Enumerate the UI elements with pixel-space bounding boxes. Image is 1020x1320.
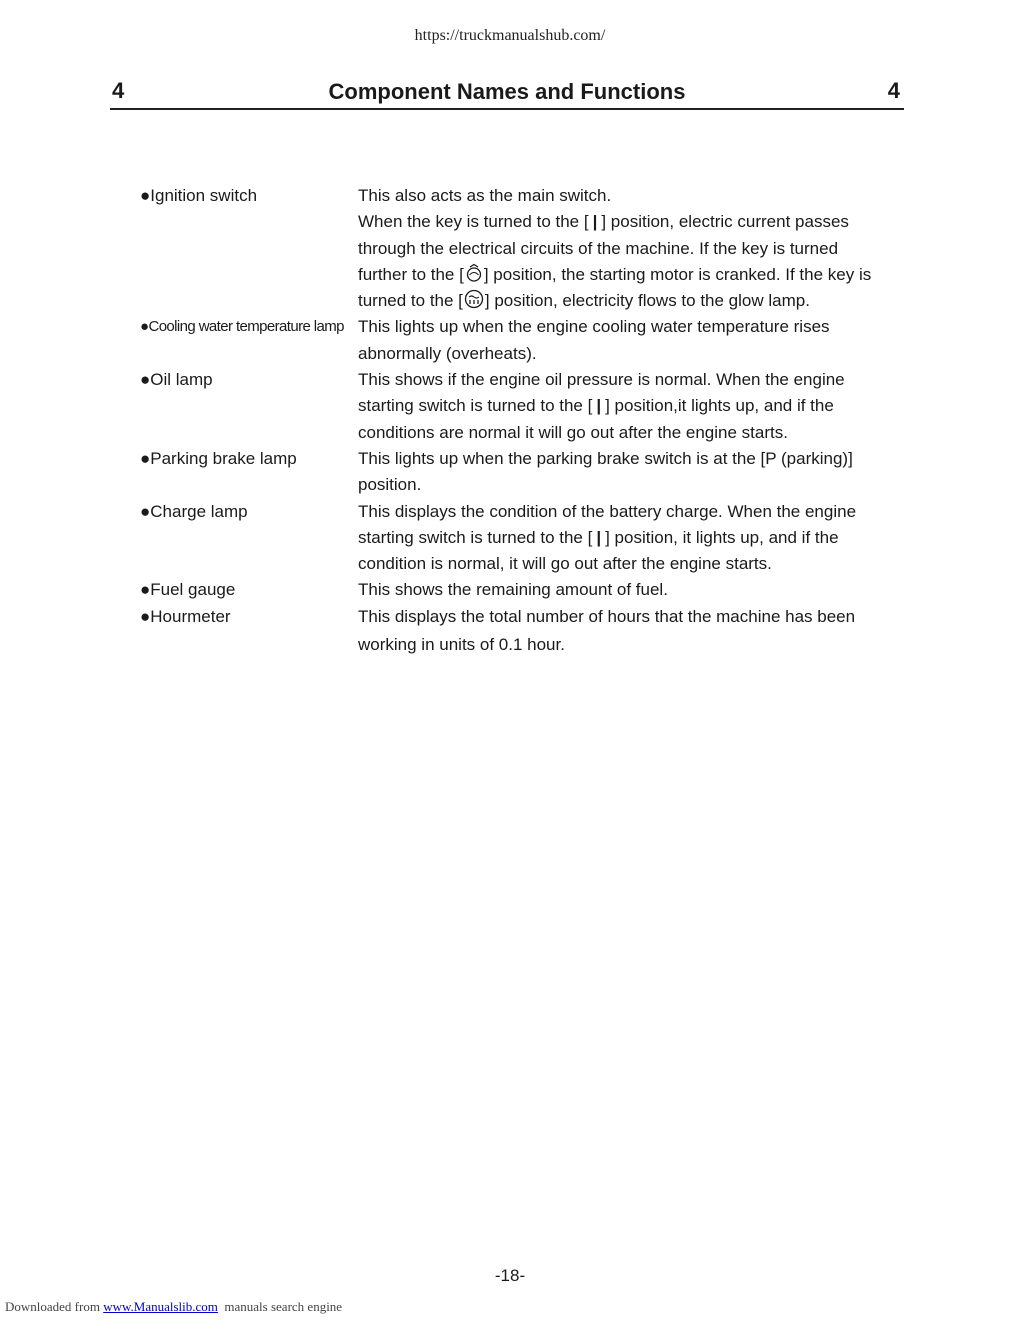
section-title: Component Names and Functions <box>328 79 686 104</box>
desc-paragraph <box>358 367 878 446</box>
desc-text: When the key is turned to the [ <box>358 212 589 232</box>
manualslib-link[interactable]: www.Manualslib.com <box>103 1299 218 1314</box>
page-number: -18- <box>494 1266 526 1285</box>
desc-text: ] position, it lights up, and if the condition is normal, it will go out after the engine starts. <box>358 527 839 574</box>
chapter-number-right: 4 <box>887 78 900 103</box>
source-url: https://truckmanualshub.com/ <box>414 27 606 44</box>
item-term: ●Hourmeter <box>140 606 231 626</box>
desc-text: This displays the condition of the battery charge. When the engine starting switch is turned to the [ <box>358 501 857 547</box>
list-item <box>140 446 880 499</box>
desc-text: ] position,it lights up, and if the conditions are normal it will go out after the engine starts. <box>358 396 834 442</box>
item-term: ●Fuel gauge <box>140 580 236 600</box>
item-term: ●Charge lamp <box>140 501 248 521</box>
desc-line: This displays the total number of hours that the machine has been <box>358 606 856 626</box>
desc-line: This also acts as the main switch. <box>358 186 612 205</box>
desc-text: ] position, the starting motor is cranked. If the key is turned to the [ <box>358 264 872 311</box>
list-item <box>140 314 880 367</box>
download-footer <box>5 1299 342 1315</box>
desc-paragraph: This lights up when the engine cooling water temperature rises abnormally (overheats). <box>358 317 830 363</box>
list-item <box>140 499 880 578</box>
start-symbol-icon <box>465 263 483 283</box>
item-term: ●Parking brake lamp <box>140 448 297 468</box>
item-description <box>358 367 878 446</box>
glow-plug-symbol-icon <box>464 289 484 309</box>
item-term: ●Oil lamp <box>140 370 213 390</box>
item-description <box>358 314 878 367</box>
chapter-number-left: 4 <box>112 78 125 103</box>
component-list <box>140 183 880 658</box>
desc-paragraph: This lights up when the parking brake switch is at the [P (parking)] position. <box>358 448 853 495</box>
item-description <box>358 446 878 499</box>
item-description <box>358 604 878 659</box>
on-position-symbol: | <box>596 396 602 416</box>
item-description <box>358 183 878 314</box>
desc-paragraph: This shows the remaining amount of fuel. <box>358 580 668 600</box>
footer-suffix: manuals search engine <box>224 1299 343 1314</box>
footer-prefix: Downloaded from <box>5 1299 100 1314</box>
desc-paragraph <box>358 499 878 578</box>
list-item <box>140 577 880 603</box>
list-item <box>140 367 880 446</box>
desc-text: This shows if the engine oil pressure is normal. When the engine starting switch is turned to the [ <box>358 370 845 416</box>
list-item <box>140 183 880 314</box>
item-term: ●Cooling water temperature lamp <box>140 318 344 336</box>
on-position-symbol: | <box>596 527 602 547</box>
item-term: ●Ignition switch <box>140 186 258 205</box>
desc-text: ] position, electric current passes through the electrical circuits of the machine. If the key is turned further to the [ <box>358 212 849 284</box>
item-description <box>358 577 878 603</box>
item-description <box>358 499 878 578</box>
desc-line: working in units of 0.1 hour. <box>358 635 565 655</box>
page-header <box>110 78 904 110</box>
desc-text: ] position, electricity flows to the glow lamp. <box>484 291 810 311</box>
list-item <box>140 604 880 659</box>
desc-paragraph <box>358 209 878 314</box>
on-position-symbol: | <box>592 212 598 232</box>
